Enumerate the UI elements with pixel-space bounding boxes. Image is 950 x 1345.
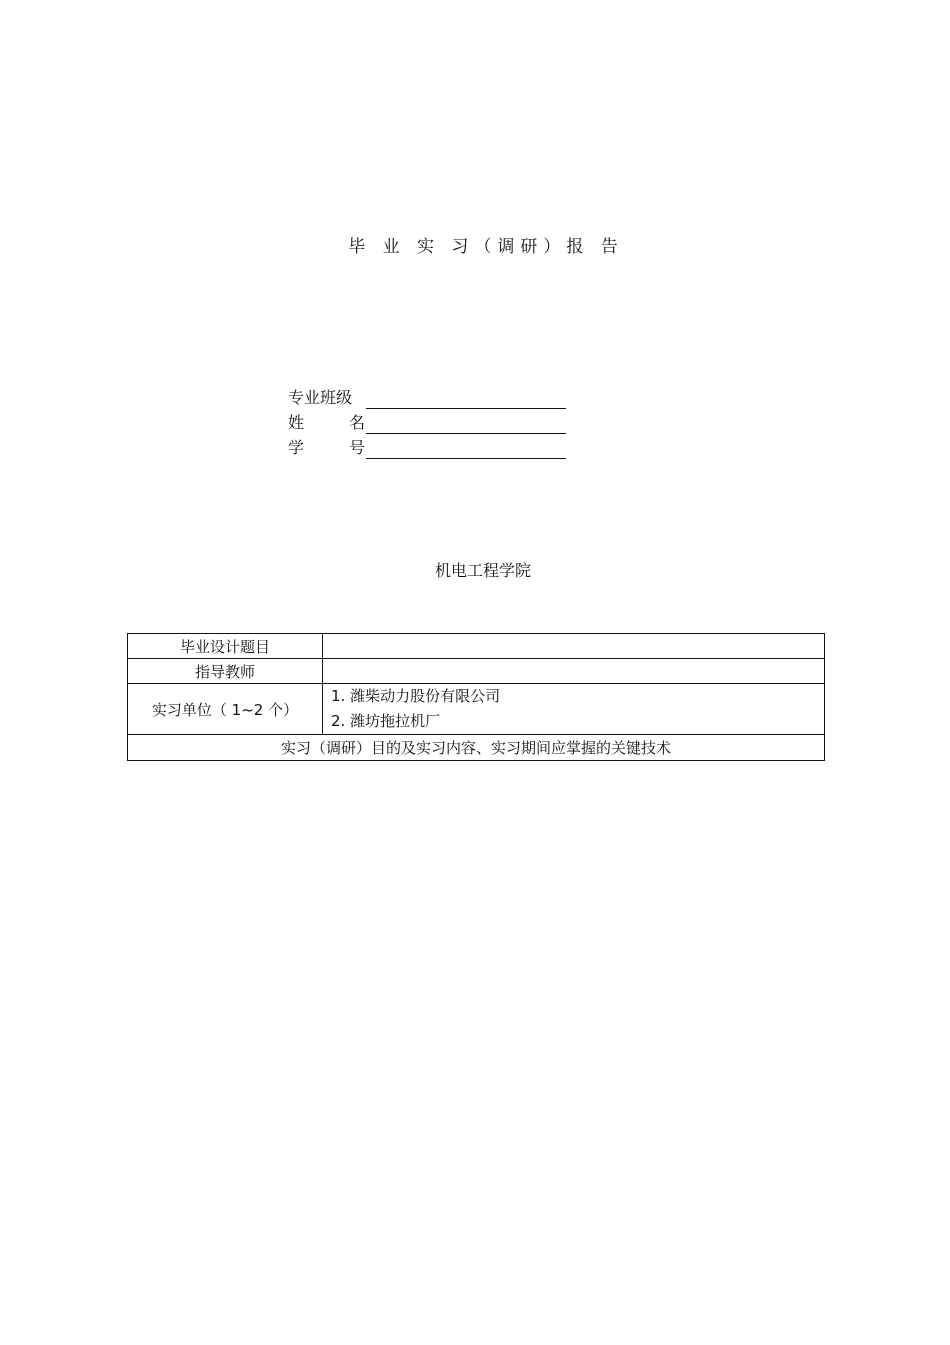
topic-label: 毕业设计题目 xyxy=(128,634,323,659)
name-label-char-1: 姓 xyxy=(288,413,305,432)
list-item: 2. 潍坊拖拉机厂 xyxy=(331,712,441,730)
college-name: 机电工程学院 xyxy=(434,561,531,580)
name-row xyxy=(288,409,578,434)
major-class-field[interactable] xyxy=(366,388,566,409)
table-row xyxy=(128,634,825,659)
student-id-field[interactable] xyxy=(366,438,566,459)
student-id-label xyxy=(288,437,365,459)
name-label xyxy=(288,412,365,434)
list-item: 1. 潍柴动力股份有限公司 xyxy=(331,687,501,705)
name-label-char-2: 名 xyxy=(348,413,365,432)
section-heading: 实习（调研）目的及实习内容、实习期间应掌握的关键技术 xyxy=(128,735,825,761)
major-class-label xyxy=(288,387,365,409)
unit-list xyxy=(323,684,825,735)
major-class-row xyxy=(288,384,578,409)
topic-value[interactable] xyxy=(323,634,825,659)
advisor-value[interactable] xyxy=(323,659,825,684)
student-id-row xyxy=(288,434,578,459)
table-row xyxy=(128,735,825,761)
unit-label: 实习单位（ 1~2 个） xyxy=(128,684,323,735)
student-id-label-char-2: 号 xyxy=(348,438,365,457)
report-title: 毕 业 实 习（调研）报 告 xyxy=(348,237,624,257)
advisor-label: 指导教师 xyxy=(128,659,323,684)
table-row xyxy=(128,684,825,735)
table-row xyxy=(128,659,825,684)
student-info-block xyxy=(288,384,578,459)
internship-form-table xyxy=(127,633,825,761)
major-class-label-text: 专业班级 xyxy=(288,388,353,407)
student-id-label-char-1: 学 xyxy=(288,438,305,457)
name-field[interactable] xyxy=(366,413,566,434)
